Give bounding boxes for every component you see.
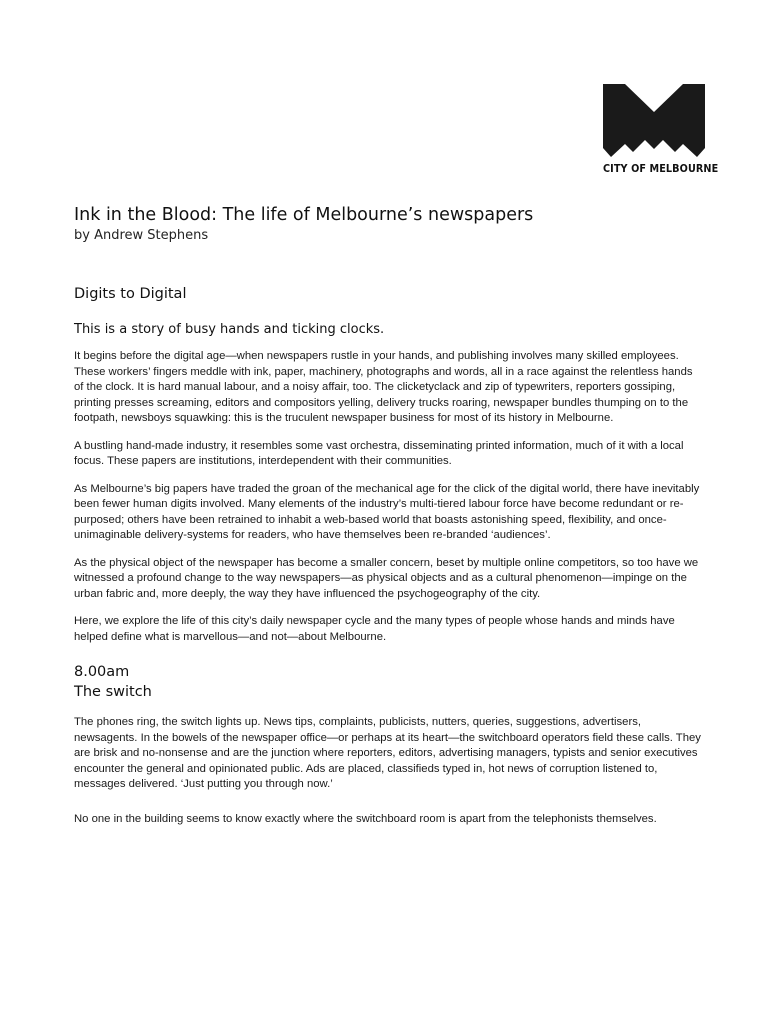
city-of-melbourne-logo <box>603 84 719 175</box>
body-paragraph: A bustling hand-made industry, it resembles some vast orchestra, disseminating printed information, much of it with a local focus. These papers are institutions, interdependent with their communities. <box>74 439 684 467</box>
body-paragraph: The phones ring, the switch lights up. News tips, complaints, publicists, nutters, queries, suggestions, advertisers, newsagents. In the bowels of the newspaper office—or perhaps at its heart—the switchboard operators field these calls. They are brisk and no-nonsense and are the junction where reporters, editors, advertising managers, typists and senior executives encounter the general and opinionated public. Ads are placed, classifieds typed in, hot news of corruption listened to, messages delivered. ‘Just putting you through now.’ <box>74 716 701 790</box>
body-paragraph: No one in the building seems to know exactly where the switchboard room is apart from the telephonists themselves. <box>74 812 657 825</box>
body-paragraph: Here, we explore the life of this city’s daily newspaper cycle and the many types of people whose hands and minds have helped define what is marvellous—and not—about Melbourne. <box>74 615 675 643</box>
article-content <box>74 203 704 827</box>
lead-sentence: This is a story of busy hands and ticking clocks. <box>74 322 385 337</box>
article-byline: by Andrew Stephens <box>74 228 209 243</box>
sub-heading: The switch <box>74 684 152 700</box>
body-paragraph: As Melbourne’s big papers have traded the groan of the mechanical age for the click of the digital world, there have inevitably been fewer human digits involved. Many elements of the industry’s multi-tiered labour force have become redundant or re-purposed; others have been retrained to inhabit a web-based world that boasts astonishing speed, flexibility, and once-unimaginable delivery-systems for readers, who have themselves been re-branded ‘audiences’. <box>74 482 700 541</box>
section-heading: Digits to Digital <box>74 286 187 302</box>
logo-wordmark: CITY OF MELBOURNE <box>603 163 719 175</box>
article-title: Ink in the Blood: The life of Melbourne’s newspapers <box>74 205 534 225</box>
body-paragraph: It begins before the digital age—when newspapers rustle in your hands, and publishing involves many skilled employees. These workers’ fingers meddle with ink, paper, machinery, photographs and words, all in a race against the relentless hands of the clock. It is hard manual labour, and a noisy affair, too. The clicketyclack and zip of typewriters, reporters gossiping, printing presses screaming, editors and compositors yelling, delivery trucks roaring, newspaper bundles thumping on to the footpath, newsboys squawking: this is the truculent newspaper business for most of its history in Melbourne. <box>74 350 693 424</box>
body-paragraph: As the physical object of the newspaper has become a smaller concern, beset by multiple online competitors, so too have we witnessed a profound change to the way newspapers—as physical objects and as a cultural phenomenon—impinge on the urban fabric and, more deeply, the way they have influenced the psychogeography of the city. <box>74 556 699 600</box>
melbourne-m-logo-icon <box>603 84 705 157</box>
time-heading: 8.00am <box>74 664 130 680</box>
